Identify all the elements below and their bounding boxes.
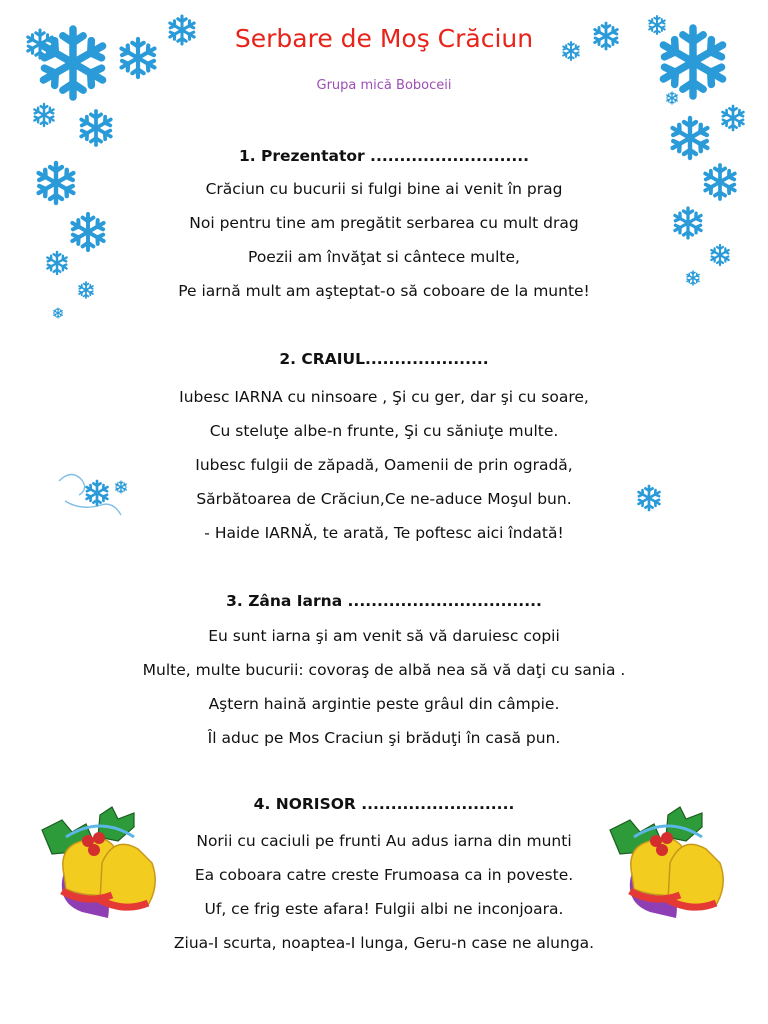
poem-line: Multe, multe bucurii: covoraş de albă nea să vă daţi cu sania . xyxy=(142,661,626,679)
poem-line: Uf, ce frig este afara! Fulgii albi ne inconjoara. xyxy=(204,900,564,918)
poem-line: Poezii am învăţat si cântece multe, xyxy=(248,248,520,266)
poem-line: Sărbătoarea de Crăciun,Ce ne-aduce Moşul bun. xyxy=(196,490,572,508)
snowflake-icon xyxy=(96,128,97,129)
poem-line: Iubesc fulgii de zăpadă, Oamenii de prin ogradă, xyxy=(195,456,573,474)
snowflake-icon xyxy=(672,98,673,99)
poem-line: Aştern haină argintie peste grâul din câmpie. xyxy=(208,695,560,713)
section-craiul xyxy=(0,349,768,550)
section-norisor xyxy=(0,794,768,960)
snowflake-icon xyxy=(138,58,139,59)
poem-line: Pe iarnă mult am aşteptat-o să coboare de la munte! xyxy=(178,282,590,300)
poem-line: Norii cu caciuli pe frunti Au adus iarna din munti xyxy=(196,832,572,850)
snowflake-icon xyxy=(733,118,734,119)
section-zana-iarna xyxy=(0,591,768,755)
snowflake-icon xyxy=(44,115,45,116)
snowflake-icon xyxy=(73,63,74,64)
section-heading: 1. Prezentator ........................... xyxy=(238,147,530,165)
poem-line: Cu steluţe albe-n frunte, Şi cu săniuţe multe. xyxy=(209,422,559,440)
section-heading: 3. Zâna Iarna ................................. xyxy=(226,592,542,610)
poem-line: Noi pentru tine am pregătit serbarea cu mult drag xyxy=(189,214,579,232)
poem-line: Crăciun cu bucurii si fulgi bine ai venit în prag xyxy=(205,180,563,198)
snowflake-icon xyxy=(693,62,694,63)
page-title: Serbare de Moş Crăciun xyxy=(234,24,534,53)
page-subtitle: Grupa mică Boboceii xyxy=(316,78,452,93)
poem-line: Iubesc IARNA cu ninsoare , Şi cu ger, dar şi cu soare, xyxy=(179,388,589,406)
poem-line: Ea coboara catre creste Frumoasa ca in poveste. xyxy=(194,866,574,884)
section-heading: 4. NORISOR .......................... xyxy=(253,795,515,813)
poem-line: - Haide IARNĂ, te arată, Te poftesc aici îndată! xyxy=(204,524,564,542)
section-prezentator xyxy=(0,146,768,308)
poem-line: Eu sunt iarna şi am venit să vă daruiesc copii xyxy=(208,627,560,645)
poem-line: Îl aduc pe Mos Craciun şi brăduţi în casă pun. xyxy=(207,729,561,747)
snowflake-icon xyxy=(690,138,691,139)
section-heading: 2. CRAIUL..................... xyxy=(279,350,489,368)
snowflake-icon xyxy=(58,313,59,314)
poem-line: Ziua-I scurta, noaptea-I lunga, Geru-n case ne alunga. xyxy=(173,934,595,952)
